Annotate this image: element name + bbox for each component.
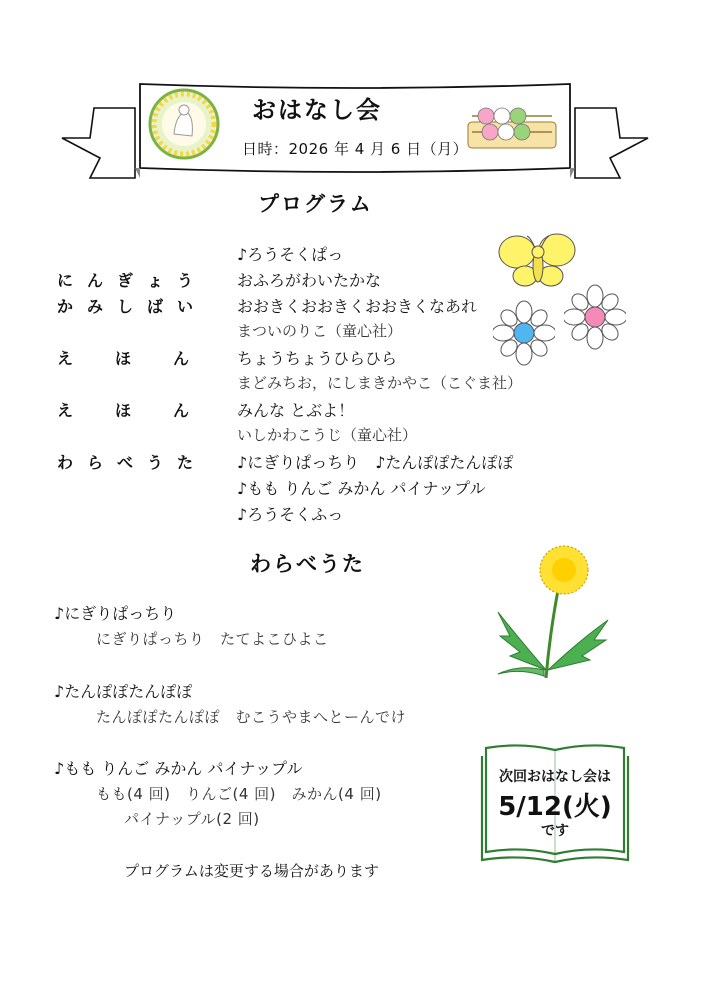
program-item: おふろがわいたかな	[237, 271, 382, 290]
song-title: ♪たんぽぽたんぽぽ	[54, 682, 193, 701]
program-label: えほん	[57, 349, 232, 368]
next-event-suffix: です	[541, 823, 569, 839]
program-heading: プログラム	[258, 192, 373, 216]
program-intro: ♪ろうそくぱっ	[237, 245, 344, 264]
program-item: ♪もも りんご みかん パイナップル	[237, 479, 486, 498]
program-item: みんな とぶよ！	[237, 401, 355, 420]
flower-icon	[564, 284, 626, 350]
next-event-label: 次回おはなし会は	[499, 769, 611, 785]
dango-icon	[466, 96, 558, 152]
program-credit: まどみちお，にしまきかやこ（こぐま社）	[237, 374, 523, 392]
program-item: ちょうちょうひらひら	[237, 349, 398, 368]
song-lyrics: もも(4 回) りんご(4 回) みかん(4 回)	[96, 785, 382, 803]
program-credit: いしかわこうじ（童心社）	[237, 426, 418, 444]
next-event-date: 5/12(火)	[498, 792, 612, 822]
program-item: おおきくおおきくおおきくなあれ	[237, 297, 478, 316]
footer-note: プログラムは変更する場合があります	[124, 862, 379, 880]
song-title: ♪もも りんご みかん パイナップル	[54, 759, 303, 778]
flower-icon	[493, 300, 555, 366]
event-date: 日時：2026 年 4 月 6 日（月）	[242, 140, 469, 158]
butterfly-icon	[497, 232, 581, 292]
program-item: ♪にぎりぱっちり ♪たんぽぽたんぽぽ	[237, 453, 514, 472]
program-credit: まついのりこ（童心社）	[237, 322, 403, 340]
dandelion-icon	[490, 540, 614, 682]
program-label: かみしばい	[57, 297, 208, 316]
page-title: おはなし会	[252, 96, 382, 124]
song-lyrics: にぎりぱっちり たてよこひよこ	[96, 630, 329, 648]
program-label: わらべうた	[57, 453, 208, 472]
program-item: ♪ろうそくふっ	[237, 505, 344, 524]
sun-flower-logo-icon	[146, 86, 222, 162]
program-label: えほん	[57, 401, 232, 420]
song-lyrics: パイナップル(2 回)	[124, 810, 260, 828]
song-lyrics: たんぽぽたんぽぽ むこうやまへとーんでけ	[96, 708, 407, 726]
song-title: ♪にぎりぱっちり	[54, 604, 177, 623]
program-label: にんぎょう	[57, 271, 208, 290]
warabeuta-heading: わらべうた	[250, 552, 365, 576]
